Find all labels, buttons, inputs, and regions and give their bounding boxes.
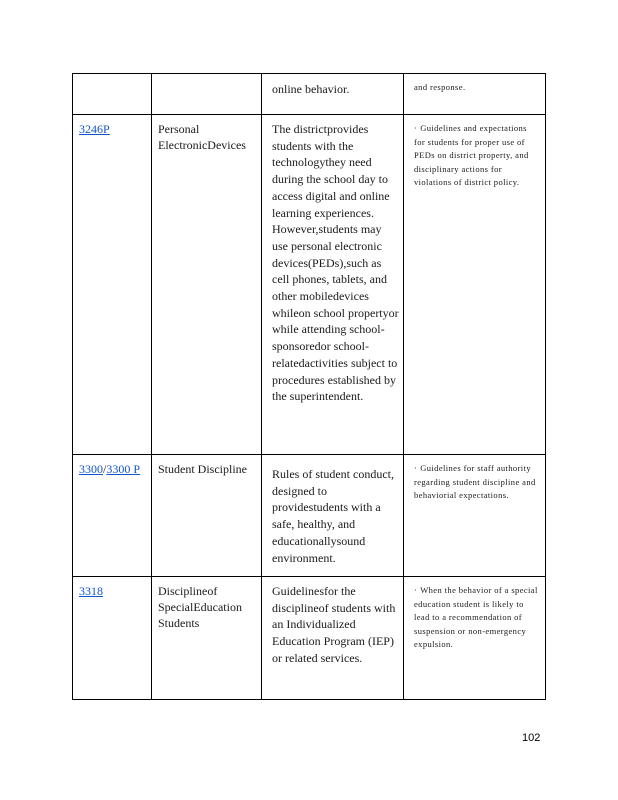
title-cell — [152, 74, 262, 115]
code-cell — [73, 455, 152, 577]
notes-cell: · Guidelines for staff authority regarding student discipline and behaviorial expectations. — [404, 455, 546, 577]
link-separator: / — [103, 462, 107, 476]
code-cell — [73, 74, 152, 115]
policy-link-3318[interactable]: 3318 — [79, 584, 103, 598]
code-cell — [73, 577, 152, 700]
code-cell — [73, 115, 152, 455]
summary-cell: Guidelinesfor the disciplineof students with an Individualized Education Program (IEP) or related services. — [262, 577, 404, 700]
table-row — [73, 577, 546, 700]
summary-cell: Rules of student conduct, designed to providestudents with a safe, healthy, and educationallysound environment. — [262, 455, 404, 577]
table-row — [73, 115, 546, 455]
bullet-icon: · — [414, 123, 418, 133]
notes-cell: and response. — [404, 74, 546, 115]
table-row — [73, 74, 546, 115]
summary-cell: The districtprovides students with the technologythey need during the school day to access digital and online learning experiences. However,students may use personal electronic devices(PEDs),such as cell phones, tablets, and other mobiledevices whileon school propertyor while attending school-sponsoredor school-relatedactivities subject to procedures established by the superintendent. — [262, 115, 404, 455]
table-row — [73, 455, 546, 577]
page-number: 102 — [522, 732, 541, 744]
policy-table — [72, 73, 546, 700]
notes-cell: · When the behavior of a special education student is likely to lead to a recommendation of suspension or non-emergency expulsion. — [404, 577, 546, 700]
bullet-icon: · — [414, 463, 418, 473]
policy-link-3300[interactable]: 3300 — [79, 462, 103, 476]
policy-link-3246p[interactable]: 3246P — [79, 122, 110, 136]
summary-cell: online behavior. — [262, 74, 404, 115]
title-cell: Disciplineof SpecialEducation Students — [152, 577, 262, 700]
bullet-icon: · — [414, 585, 418, 595]
policy-link-3300p[interactable]: 3300 P — [106, 462, 141, 476]
title-cell: Personal ElectronicDevices — [152, 115, 262, 455]
notes-cell: · Guidelines and expectations for students for proper use of PEDs on district property, and disciplinary actions for violations of district policy. — [404, 115, 546, 455]
title-cell: Student Discipline — [152, 455, 262, 577]
